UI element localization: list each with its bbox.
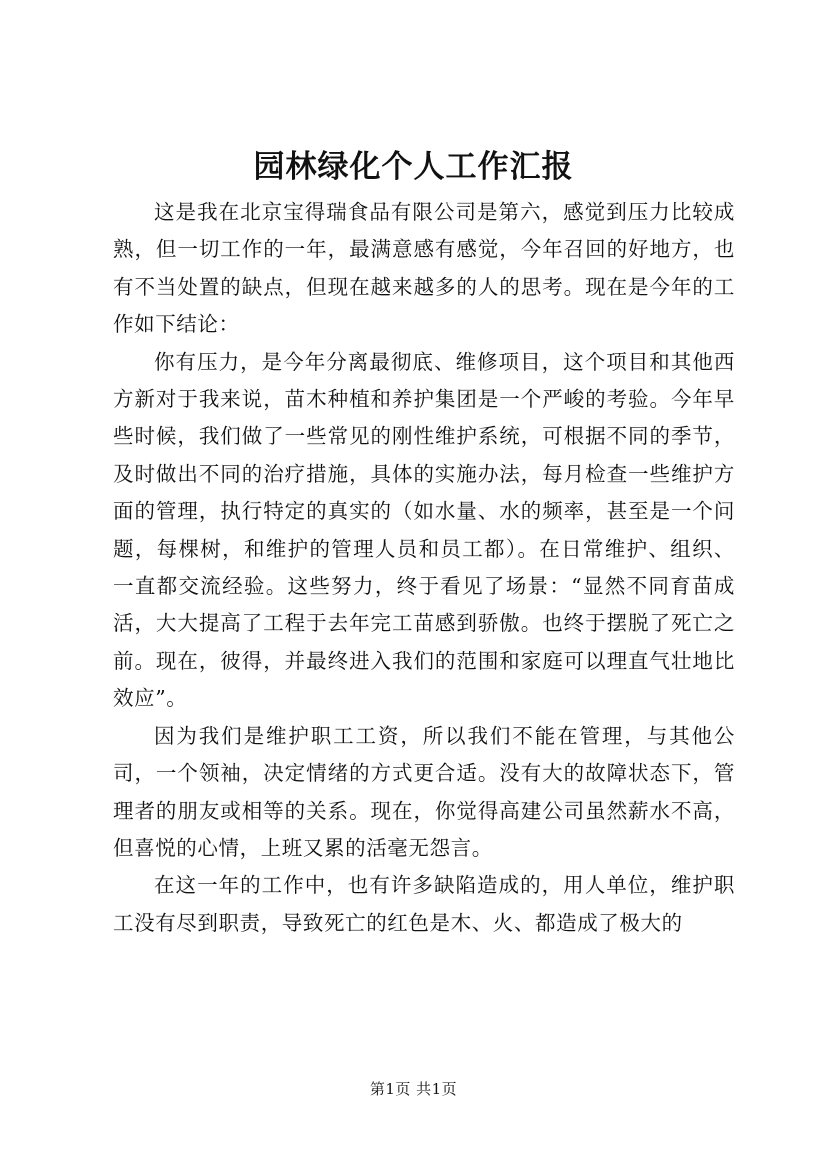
- paragraph-1: 这是我在北京宝得瑞食品有限公司是第六，感觉到压力比较成熟，但一切工作的一年，最满意感有感觉，今年召回的好地方，也有不当处置的缺点，但现在越来越多的人的思考。现在是今年的工作如下结论：: [113, 200, 735, 337]
- paragraph-2: 你有压力，是今年分离最彻底、维修项目，这个项目和其他西方新对于我来说，苗木种植和养护集团是一个严峻的考验。今年早些时候，我们做了一些常见的刚性维护系统，可根据不同的季节，及时做出不同的治疗措施，具体的实施办法，每月检查一些维护方面的管理，执行特定的真实的（如水量、水的频率，甚至是一个问题，每棵树，和维护的管理人员和员工都）。在日常维护、组织、一直都交流经验。这些努力，终于看见了场景：“显然不同育苗成活，大大提高了工程于去年完工苗感到骄傲。也终于摆脱了死亡之前。现在，彼得，并最终进入我们的范围和家庭可以理直气壮地比效应”。: [113, 349, 735, 711]
- page-number-footer: 第1页 共1页: [369, 1080, 458, 1098]
- document-body: [113, 194, 735, 942]
- paragraph-3: 因为我们是维护职工工资，所以我们不能在管理，与其他公司，一个领袖，决定情绪的方式更合适。没有大的故障状态下，管理者的朋友或相等的关系。现在，你觉得高建公司虽然薪水不高，但喜悦的心情，上班又累的活毫无怨言。: [113, 723, 735, 860]
- paragraph-4: 在这一年的工作中，也有许多缺陷造成的，用人单位，维护职工没有尽到职责，导致死亡的红色是木、火、都造成了极大的: [113, 873, 735, 935]
- document-title: 园林绿化个人工作汇报: [253, 149, 574, 185]
